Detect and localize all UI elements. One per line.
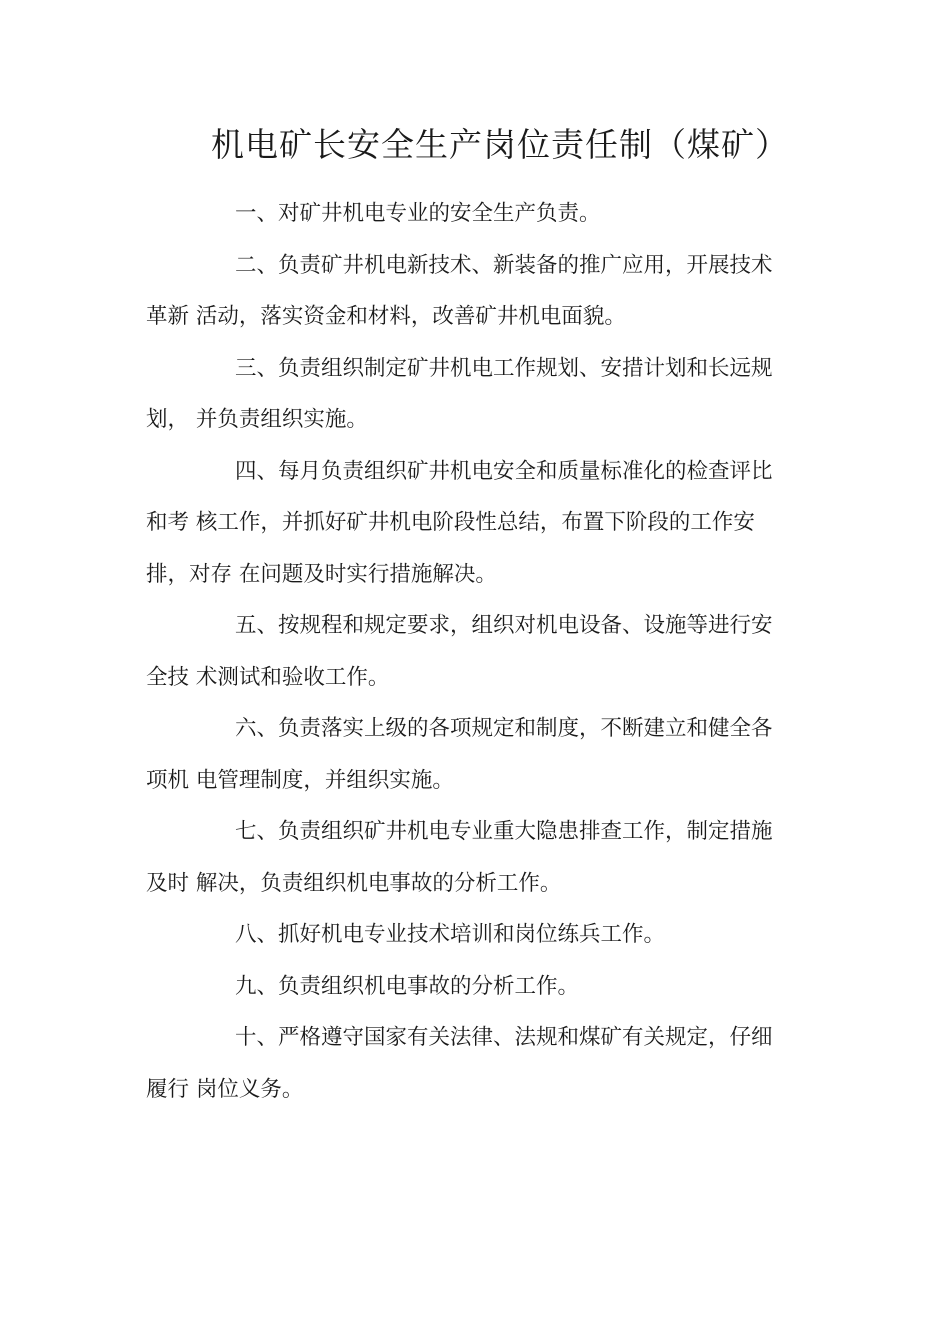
clause-7 — [146, 806, 794, 909]
clause-line: 九、负责组织机电事故的分析工作。 — [235, 973, 580, 999]
clause-8 — [146, 909, 794, 961]
clause-line: 履行 岗位义务。 — [146, 1076, 304, 1102]
clause-line: 排，对存 在问题及时实行措施解决。 — [146, 561, 497, 587]
clause-line: 及时 解决，负责组织机电事故的分析工作。 — [146, 870, 562, 896]
clause-line: 划， 并负责组织实施。 — [146, 407, 368, 432]
clause-5 — [146, 600, 794, 703]
clause-2 — [146, 240, 794, 343]
clause-line: 十、严格遵守国家有关法律、法规和煤矿有关规定，仔细 — [235, 1025, 773, 1050]
clause-10 — [146, 1012, 794, 1115]
clause-line: 一、对矿井机电专业的安全生产负责。 — [235, 201, 601, 226]
clause-line: 项机 电管理制度，并组织实施。 — [146, 767, 454, 793]
clause-6 — [146, 703, 794, 806]
clause-line: 二、负责矿井机电新技术、新装备的推广应用，开展技术 — [235, 252, 773, 278]
clause-line: 七、负责组织矿井机电专业重大隐患排查工作，制定措施 — [235, 819, 773, 844]
clause-line: 四、每月负责组织矿井机电安全和质量标准化的检查评比 — [235, 458, 773, 484]
clause-line: 革新 活动，落实资金和材料，改善矿井机电面貌。 — [146, 304, 626, 329]
clause-line: 五、按规程和规定要求，组织对机电设备、设施等进行安 — [235, 613, 773, 638]
clause-line: 六、负责落实上级的各项规定和制度，不断建立和健全各 — [235, 716, 773, 741]
clause-1 — [146, 188, 794, 240]
clause-3 — [146, 343, 794, 446]
clause-line: 三、负责组织制定矿井机电工作规划、安措计划和长远规 — [235, 355, 773, 381]
clause-line: 和考 核工作，并抓好矿井机电阶段性总结，布置下阶段的工作安 — [146, 510, 755, 535]
clause-line: 全技 术测试和验收工作。 — [146, 664, 390, 690]
clause-4 — [146, 446, 794, 601]
clause-line: 八、抓好机电专业技术培训和岗位练兵工作。 — [235, 922, 666, 947]
document-body — [146, 188, 794, 1115]
document-title: 机电矿长安全生产岗位责任制（煤矿） — [211, 125, 789, 164]
clause-9 — [146, 961, 794, 1013]
